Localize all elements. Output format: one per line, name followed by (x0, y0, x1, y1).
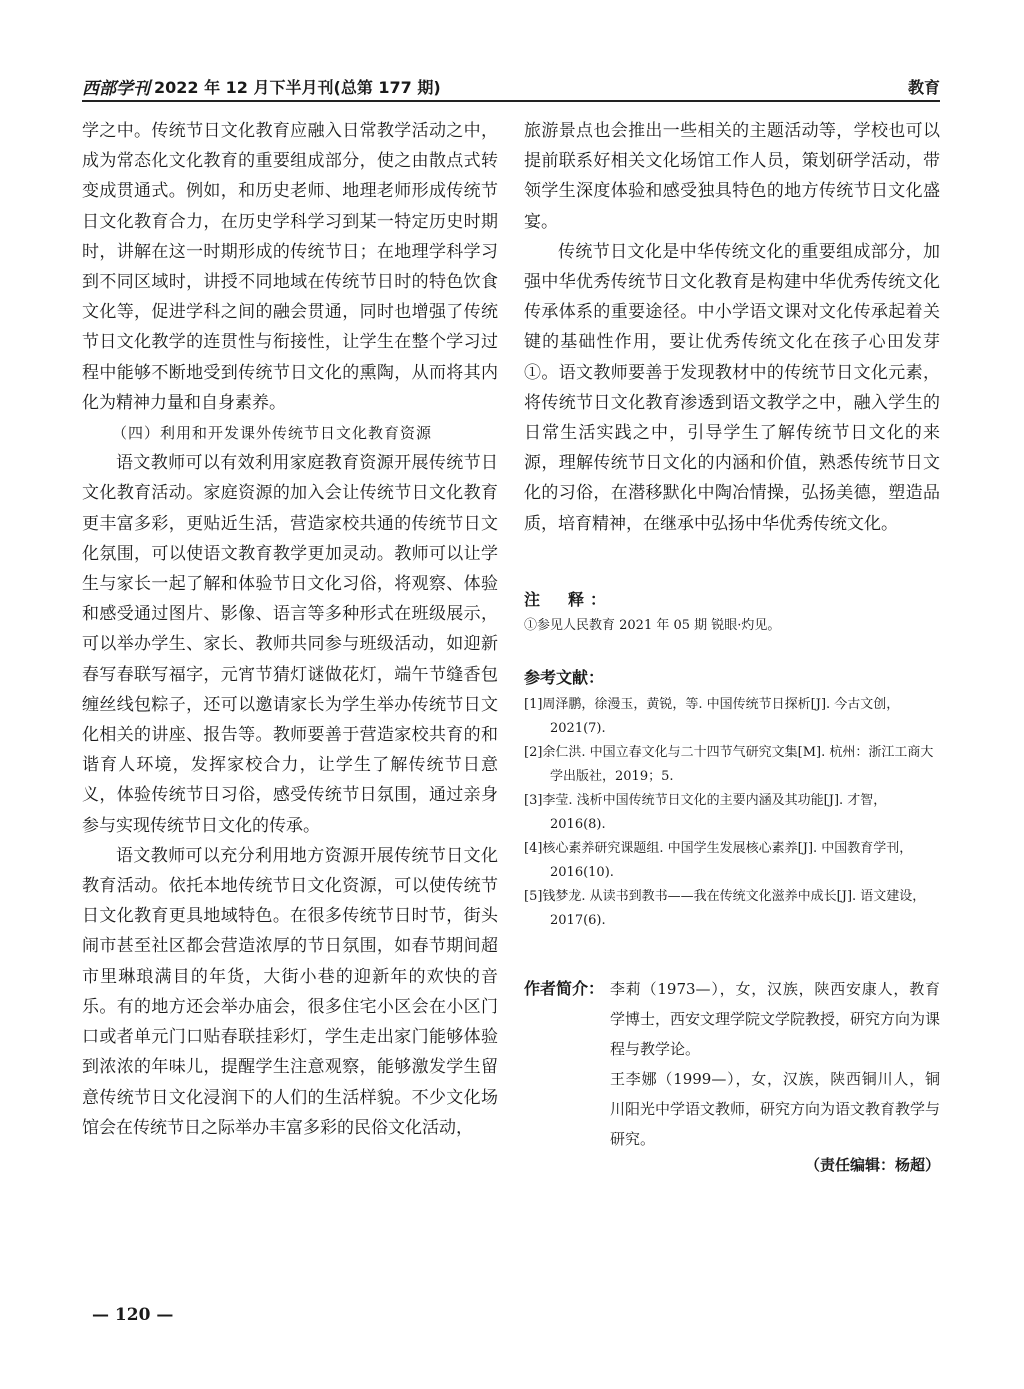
reference-item: [1]周泽鹏，徐漫玉，黄锐，等. 中国传统节日探析[J]. 今古文创，2021(7). (524, 697, 900, 736)
reference-item: [2]余仁洪. 中国立春文化与二十四节气研究文集[M]. 杭州：浙江工商大学出版社，2019；5. (524, 745, 934, 784)
references-list (524, 693, 940, 933)
author-bio (610, 974, 940, 1154)
paragraph: 语文教师可以有效利用家庭教育资源开展传统节日文化教育活动。家庭资源的加入会让传统节日文化教育更丰富多彩，更贴近生活，营造家校共通的传统节日文化氛围，可以使语文教育教学更加灵动。教师可以让学生与家长一起了解和体验节日文化习俗，将观察、体验和感受通过图片、影像、语言等多种形式在班级展示，可以举办学生、家长、教师共同参与班级活动，如迎新春写春联写福字，元宵节猜灯谜做花灯，端午节缝香包缠丝线包粽子，还可以邀请家长为学生举办传统节日文化相关的讲座、报告等。教师要善于营造家校共育的和谐育人环境，发挥家校合力，让学生了解传统节日意义，体验传统节日习俗，感受传统节日氛围，通过亲身参与实现传统节日文化的传承。 (82, 453, 498, 836)
author-bio-2: 王李娜（1999—），女，汉族，陕西铜川人，铜川阳光中学语文教师，研究方向为语文教育教学与研究。 (610, 1070, 941, 1148)
reference-item: [4]核心素养研究课题组. 中国学生发展核心素养[J]. 中国教育学刊，2016(10). (524, 841, 913, 880)
paragraph: 学之中。传统节日文化教育应融入日常教学活动之中，成为常态化文化教育的重要组成部分，使之由散点式转变成贯通式。例如，和历史老师、地理老师形成传统节日文化教育合力，在历史学科学习到某一特定历史时期时，讲解在这一时期形成的传统节日；在地理学科学习到不同区域时，讲授不同地域在传统节日时的特色饮食文化等，促进学科之间的融会贯通，同时也增强了传统节日文化教学的连贯性与衔接性，让学生在整个学习过程中能够不断地受到传统节日文化的熏陶，从而将其内化为精神力量和自身素养。 (82, 121, 498, 413)
section-name: 教育 (907, 78, 940, 97)
paragraph: 传统节日文化是中华传统文化的重要组成部分，加强中华优秀传统节日文化教育是构建中华优秀传统文化传承体系的重要途径。中小学语文课对文化传承起着关键的基础性作用，要让优秀传统文化在孩子心田发芽①。语文教师要善于发现教材中的传统节日文化元素，将传统节日文化教育渗透到语文教学之中，融入学生的日常生活实践之中，引导学生了解传统节日文化的来源，理解传统节日文化的内涵和价值，熟悉传统节日文化的习俗，在潜移默化中陶冶情操，弘扬美德，塑造品质，培育精神，在继承中弘扬中华优秀传统文化。 (524, 241, 940, 534)
right-column (524, 116, 940, 539)
author-bio-1: 李莉（1973—），女，汉族，陕西安康人，教育学博士，西安文理学院文学院教授，研究方向为课程与教学论。 (610, 980, 941, 1058)
author-bio-label: 作者简介： (524, 979, 605, 998)
notes-heading: 注 释： (524, 590, 613, 609)
reference-item: [5]钱梦龙. 从读书到教书——我在传统文化滋养中成长[J]. 语文建设，2017(6). (524, 889, 926, 928)
journal-name: 西部学刊 (82, 79, 150, 99)
responsible-editor: （责任编辑：杨超） (804, 1156, 940, 1174)
left-column (82, 116, 498, 1143)
paragraph: 语文教师可以充分利用地方资源开展传统节日文化教育活动。依托本地传统节日文化资源，可以使传统节日文化教育更具地域特色。在很多传统节日时节，街头闹市甚至社区都会营造浓厚的节日氛围，如春节期间超市里琳琅满目的年货，大街小巷的迎新年的欢快的音乐。有的地方还会举办庙会，很多住宅小区会在小区门口或者单元门口贴春联挂彩灯，学生走出家门能够体验到浓浓的年味儿，提醒学生注意观察，能够激发学生留意传统节日文化浸润下的人们的生活样貌。不少文化场馆会在传统节日之际举办丰富多彩的民俗文化活动， (82, 845, 498, 1138)
page-header (82, 72, 940, 98)
reference-item: [3]李莹. 浅析中国传统节日文化的主要内涵及其功能[J]. 才智，2016(8). (524, 793, 887, 832)
references-heading: 参考文献： (524, 668, 605, 687)
issue-info: 2022 年 12 月下半月刊(总第 177 期) (154, 78, 441, 97)
header-divider (82, 100, 940, 102)
note-item: ①参见人民教育 2021 年 05 期 锐眼·灼见。 (524, 618, 781, 633)
section-subheading: （四）利用和开发课外传统节日文化教育资源 (112, 424, 433, 443)
paragraph: 旅游景点也会推出一些相关的主题活动等，学校也可以提前联系好相关文化场馆工作人员，策划研学活动，带领学生深度体验和感受独具特色的地方传统节日文化盛宴。 (524, 121, 940, 232)
page-number: — 120 — (92, 1305, 174, 1325)
